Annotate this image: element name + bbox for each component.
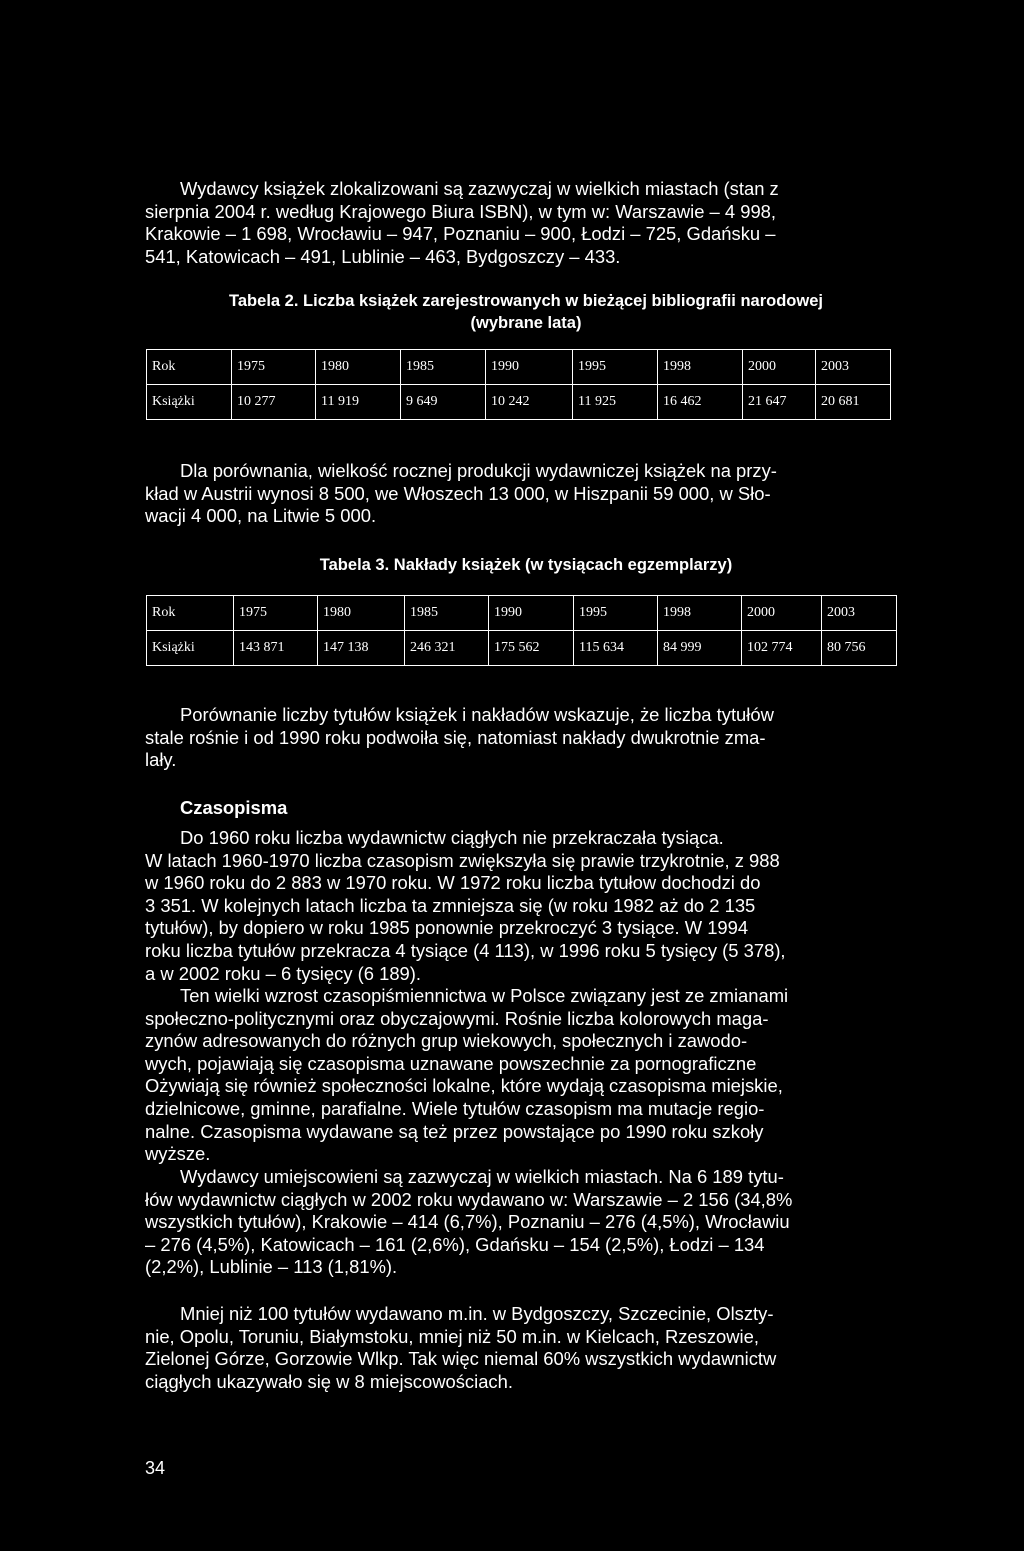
page-number: 34 (145, 1458, 166, 1478)
table3-header-cell: 1985 (405, 596, 489, 631)
table2-title-line1: Liczba książek zarejestrowanych w bieżącej bibliografii narodowej (303, 292, 823, 310)
table3-cell: 115 634 (574, 631, 658, 666)
table2-header-cell: 2000 (743, 350, 816, 385)
table3-header-cell: 2000 (742, 596, 822, 631)
table3-data-row (147, 631, 897, 666)
text-line: roku liczba tytułów przekracza 4 tysiące (4 113), w 1996 roku 5 tysięcy (5 378), (145, 939, 786, 961)
table3-header-cell: 1990 (489, 596, 574, 631)
text-line: (2,2%), Lublinie – 113 (1,81%). (145, 1256, 398, 1278)
table2-header-cell: 1998 (658, 350, 743, 385)
table3-cell: Książki (147, 631, 234, 666)
text-line: ciągłych ukazywało się w 8 miejscowościach. (145, 1370, 513, 1392)
table3-caption (145, 554, 907, 576)
table2-cell: 9 649 (401, 385, 486, 420)
text-line: Mniej niż 100 tytułów wydawano m.in. w Bydgoszczy, Szczecinie, Olszty- (180, 1303, 774, 1324)
table2-header-cell: Rok (147, 350, 232, 385)
table3-cell: 147 138 (318, 631, 405, 666)
table2-cell: Książki (147, 385, 232, 420)
text-line: – 276 (4,5%), Katowicach – 161 (2,6%), Gdańsku – 154 (2,5%), Łodzi – 134 (145, 1233, 765, 1255)
table3-label: Tabela 3. (319, 556, 390, 574)
table3-cell: 102 774 (742, 631, 822, 666)
table2-header-cell: 1995 (573, 350, 658, 385)
table3-header-cell: 2003 (822, 596, 897, 631)
text-line: wych, pojawiają się czasopisma uznawane powszechnie za pornograficzne (145, 1052, 757, 1074)
text-line: Do 1960 roku liczba wydawnictw ciągłych nie przekraczała tysiąca. (180, 827, 724, 848)
text-line: a w 2002 roku – 6 tysięcy (6 189). (145, 962, 422, 984)
intro-paragraph (145, 178, 907, 268)
text-line: zynów adresowanych do różnych grup wiekowych, społecznych i zawodo- (145, 1030, 748, 1052)
table3-header-cell: 1980 (318, 596, 405, 631)
table3 (146, 595, 897, 666)
table3-cell: 84 999 (658, 631, 742, 666)
table2-cell: 21 647 (743, 385, 816, 420)
table3-header-row (147, 596, 897, 631)
text-line: sierpnia 2004 r. według Krajowego Biura ISBN), w tym w: Warszawie – 4 998, (145, 200, 777, 222)
text-line: nie, Opolu, Toruniu, Białymstoku, mniej niż 50 m.in. w Kielcach, Rzeszowie, (145, 1325, 759, 1347)
table2-cell: 11 925 (573, 385, 658, 420)
table2-header-cell: 1980 (316, 350, 401, 385)
table2-cell: 10 277 (232, 385, 316, 420)
table2-header-row (147, 350, 891, 385)
text-line: Dla porównania, wielkość rocznej produkcji wydawniczej książek na przy- (180, 460, 777, 481)
text-line: tytułów), by dopiero w roku 1985 ponownie przekroczyć 3 tysiące. W 1994 (145, 917, 749, 939)
table2-header-cell: 1985 (401, 350, 486, 385)
table2-header-cell: 2003 (816, 350, 891, 385)
table3-cell: 246 321 (405, 631, 489, 666)
table3-cell: 143 871 (234, 631, 318, 666)
section-paragraph-2 (145, 985, 907, 1166)
table2 (146, 349, 891, 420)
text-line: Krakowie – 1 698, Wrocławiu – 947, Poznaniu – 900, Łodzi – 725, Gdańsku – (145, 223, 776, 245)
text-line: nalne. Czasopisma wydawane są też przez powstające po 1990 roku szkoły (145, 1120, 764, 1142)
text-line: Zielonej Górze, Gorzowie Wlkp. Tak więc niemal 60% wszystkich wydawnictw (145, 1348, 777, 1370)
section-paragraph-3 (145, 1166, 907, 1279)
table2-header-cell: 1990 (486, 350, 573, 385)
text-line: dzielnicowe, gminne, parafialne. Wiele tytułów czasopism ma mutacje regio- (145, 1097, 765, 1119)
table2-header-cell: 1975 (232, 350, 316, 385)
comparison-paragraph (145, 460, 907, 528)
text-line: wyższe. (145, 1143, 211, 1165)
section-heading: Czasopisma (180, 797, 288, 818)
table2-title-line2: (wybrane lata) (470, 314, 582, 332)
table2-cell: 11 919 (316, 385, 401, 420)
section-paragraph-4 (145, 1303, 907, 1393)
table3-header-cell: 1975 (234, 596, 318, 631)
table2-data-row (147, 385, 891, 420)
section-paragraph-1 (145, 827, 907, 985)
text-line: 3 351. W kolejnych latach liczba ta zmniejsza się (w roku 1982 aż do 2 135 (145, 894, 756, 916)
text-line: W latach 1960-1970 liczba czasopism zwiększyła się prawie trzykrotnie, z 988 (145, 849, 780, 871)
table2-caption (145, 290, 907, 334)
text-line: stale rośnie i od 1990 roku podwoiła się, natomiast nakłady dwukrotnie zma- (145, 726, 766, 748)
text-line: łów wydawnictw ciągłych w 2002 roku wydawano w: Warszawie – 2 156 (34,8% (145, 1188, 793, 1210)
text-line: wszystkich tytułów), Krakowie – 414 (6,7%), Poznaniu – 276 (4,5%), Wrocławiu (145, 1211, 790, 1233)
table2-cell: 10 242 (486, 385, 573, 420)
table3-header-cell: 1998 (658, 596, 742, 631)
conclusion-paragraph (145, 704, 907, 772)
table3-cell: 175 562 (489, 631, 574, 666)
table3-header-cell: 1995 (574, 596, 658, 631)
table3-header-cell: Rok (147, 596, 234, 631)
text-line: społeczno-politycznymi oraz obyczajowymi. Rośnie liczba kolorowych maga- (145, 1007, 769, 1029)
text-line: Wydawcy umiejscowieni są zazwyczaj w wielkich miastach. Na 6 189 tytu- (180, 1166, 784, 1187)
text-line: lały. (145, 749, 177, 771)
table2-label: Tabela 2. (229, 292, 299, 310)
text-line: Ożywiają się również społeczności lokalne, które wydają czasopisma miejskie, (145, 1075, 783, 1097)
text-line: kład w Austrii wynosi 8 500, we Włoszech 13 000, w Hiszpanii 59 000, w Sło- (145, 482, 771, 504)
text-line: Porównanie liczby tytułów książek i nakładów wskazuje, że liczba tytułów (180, 704, 774, 725)
text-line: 541, Katowicach – 491, Lublinie – 463, Bydgoszczy – 433. (145, 245, 621, 267)
text-line: Ten wielki wzrost czasopiśmiennictwa w Polsce związany jest ze zmianami (180, 985, 789, 1006)
text-line: Wydawcy książek zlokalizowani są zazwyczaj w wielkich miastach (stan z (180, 178, 779, 199)
text-line: wacji 4 000, na Litwie 5 000. (145, 505, 377, 527)
table2-cell: 16 462 (658, 385, 743, 420)
text-line: w 1960 roku do 2 883 w 1970 roku. W 1972 roku liczba tytułow dochodzi do (145, 872, 761, 894)
table3-cell: 80 756 (822, 631, 897, 666)
table2-cell: 20 681 (816, 385, 891, 420)
table3-title: Nakłady książek (w tysiącach egzemplarzy) (393, 556, 733, 574)
